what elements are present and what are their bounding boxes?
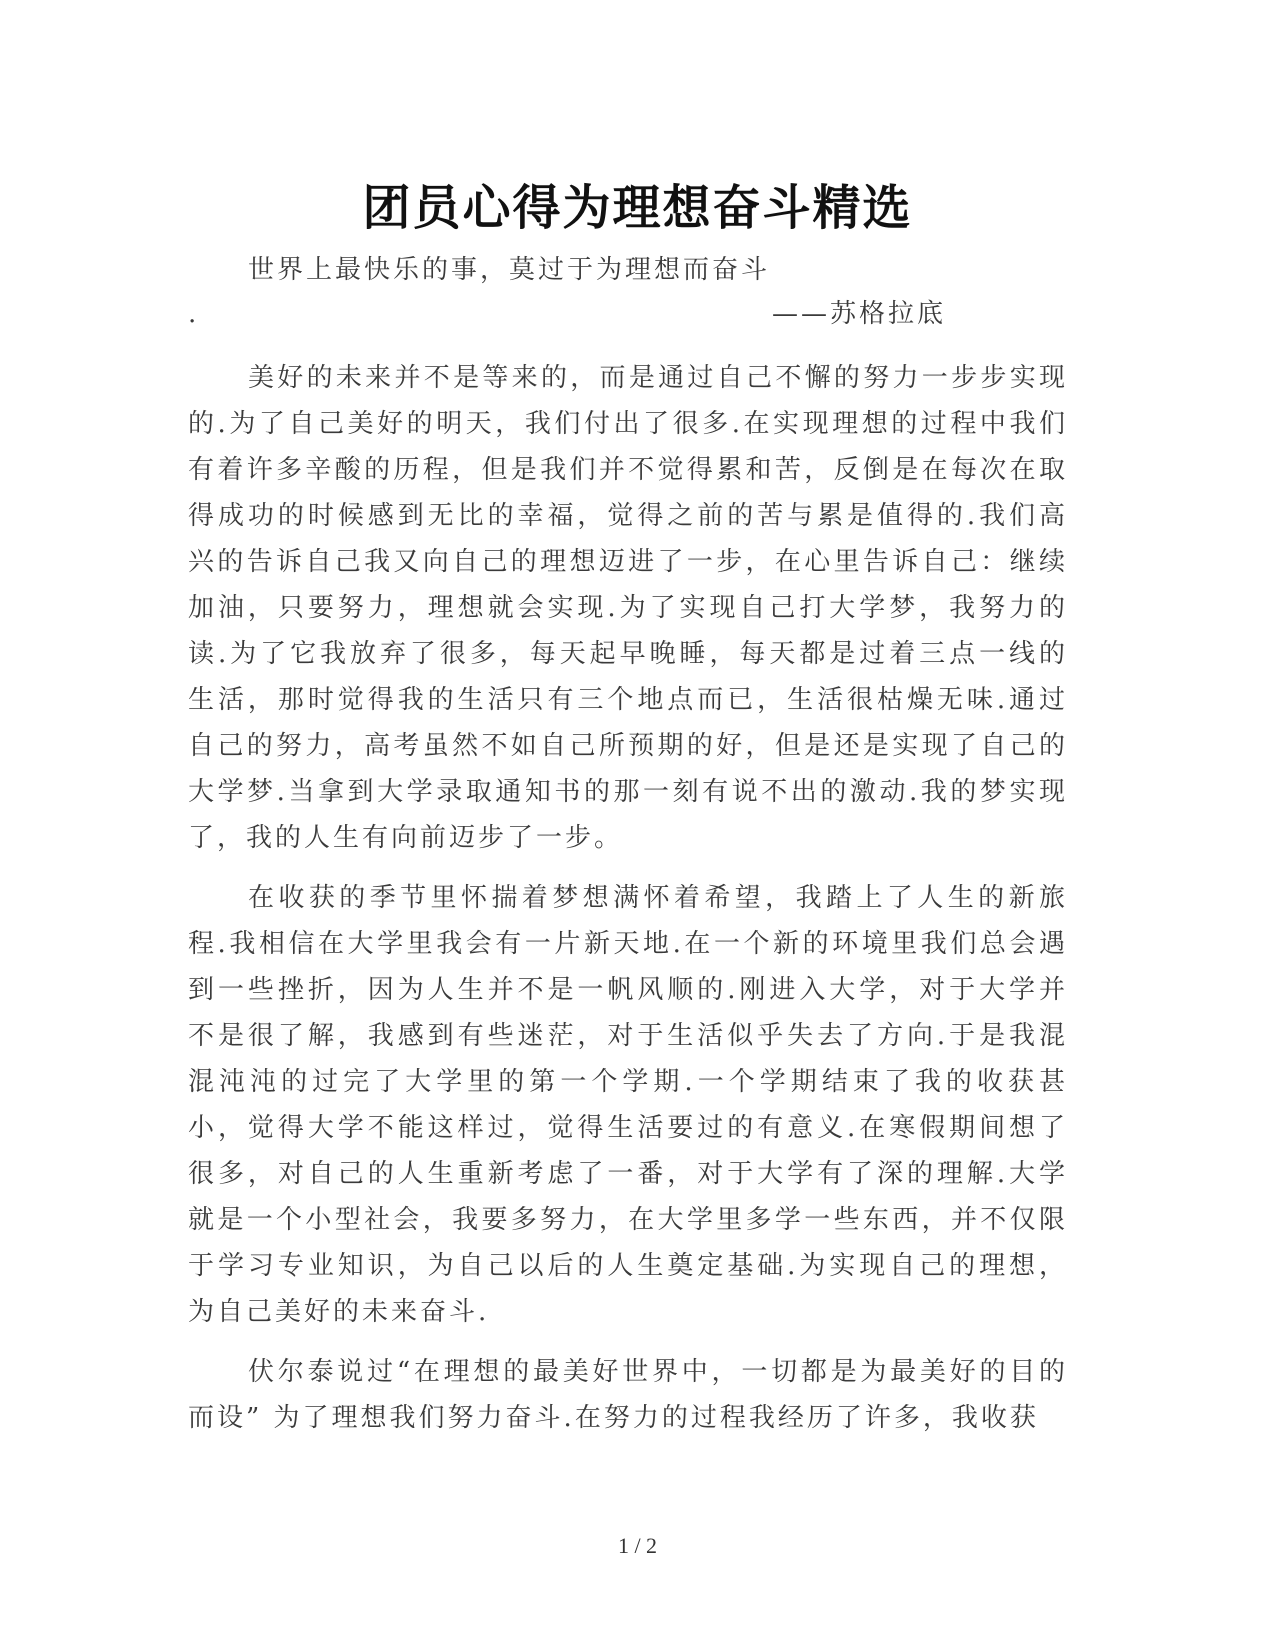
document-title: 团员心得为理想奋斗精选 bbox=[362, 180, 913, 237]
paragraph-2: 在收获的季节里怀揣着梦想满怀着希望，我踏上了人生的新旅程.我相信在大学里我会有一片新天地.在一个新的环境里我们总会遇到一些挫折，因为人生并不是一帆风顺的.刚进入大学，对于大学并不是很了解，我感到有些迷茫，对于生活似乎失去了方向.于是我混混沌沌的过完了大学里的第一个学期.一个学期结束了我的收获甚小，觉得大学不能这样过，觉得生活要过的有意义.在寒假期间想了很多，对自己的人生重新考虑了一番，对于大学有了深的理解.大学就是一个小型社会，我要多努力，在大学里多学一些东西，并不仅限于学习专业知识，为自己以后的人生奠定基础.为实现自己的理想，为自己美好的未来奋斗. bbox=[188, 883, 1068, 1327]
paragraph-3: 伏尔泰说过“在理想的最美好世界中，一切都是为最美好的目的而设” 为了理想我们努力奋斗.在努力的过程我经历了许多，我收获 bbox=[188, 1357, 1068, 1433]
epigraph-attribution-row bbox=[188, 292, 1048, 336]
paragraph-1: 美好的未来并不是等来的，而是通过自己不懈的努力一步步实现的.为了自己美好的明天，我们付出了很多.在实现理想的过程中我们有着许多辛酸的历程，但是我们并不觉得累和苦，反倒是在每次在取得成功的时候感到无比的幸福，觉得之前的苦与累是值得的.我们高兴的告诉自己我又向自己的理想迈进了一步，在心里告诉自己：继续加油，只要努力，理想就会实现.为了实现自己打大学梦，我努力的读.为了它我放弃了很多，每天起早晚睡，每天都是过着三点一线的生活，那时觉得我的生活只有三个地点而已，生活很枯燥无味.通过自己的努力，高考虽然不如自己所预期的好，但是还是实现了自己的大学梦.当拿到大学录取通知书的那一刻有说不出的激动.我的梦实现了，我的人生有向前迈步了一步。 bbox=[188, 363, 1068, 853]
page-number: 1 / 2 bbox=[617, 1533, 658, 1558]
epigraph bbox=[188, 248, 1048, 336]
epigraph-quote: 世界上最快乐的事，莫过于为理想而奋斗 bbox=[248, 255, 771, 285]
document-body bbox=[188, 355, 1068, 1455]
epigraph-author: ——苏格拉底 bbox=[772, 299, 947, 329]
epigraph-marker: . bbox=[188, 299, 200, 329]
